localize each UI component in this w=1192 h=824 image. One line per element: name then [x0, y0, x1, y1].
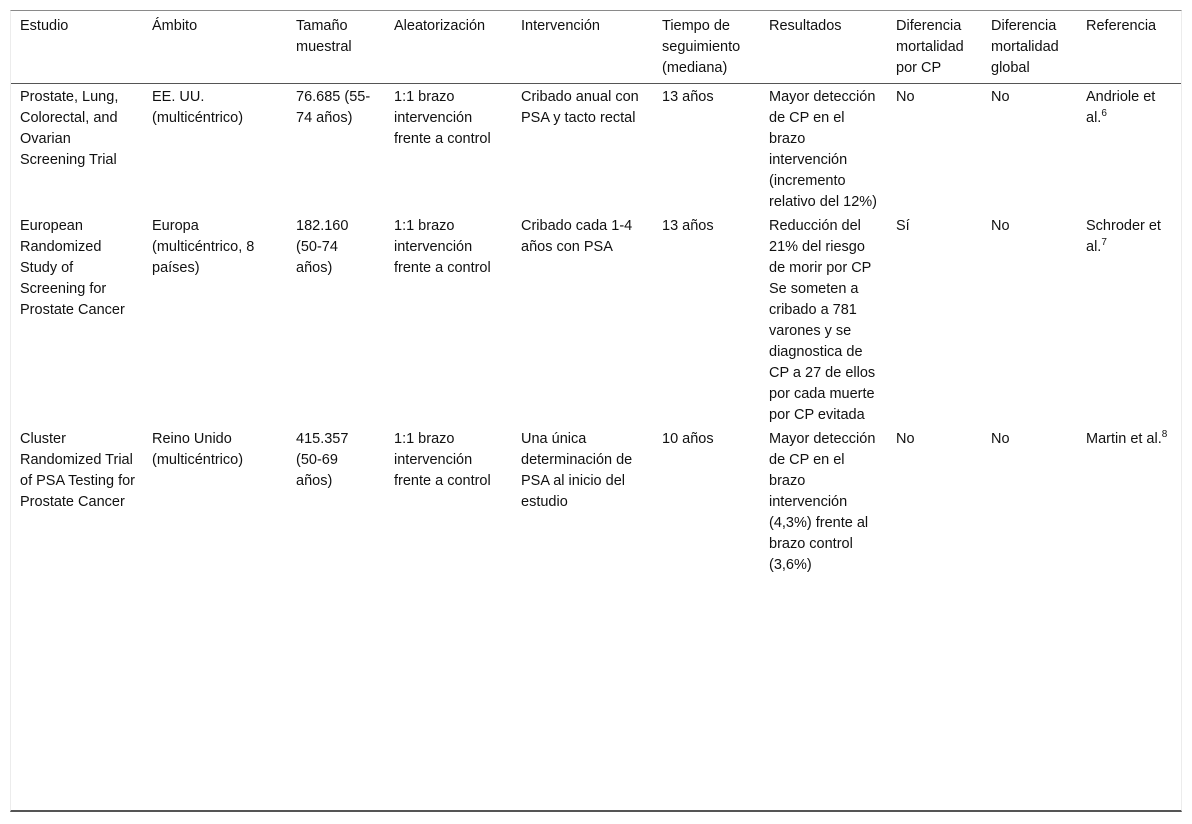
cell-resultados	[760, 426, 887, 576]
header-intervencion: Intervención	[512, 11, 653, 84]
cell-diferencia-cp: No	[896, 89, 915, 105]
cell-ambito: Europa (multicéntrico, 8 países)	[152, 218, 255, 276]
cell-seguimiento: 13 años	[662, 89, 714, 105]
reference-number[interactable]: 7	[1101, 237, 1107, 248]
cell-seguimiento: 10 años	[662, 431, 714, 447]
cell-tamano: 415.357 (50-69 años)	[296, 431, 349, 489]
cell-aleatorizacion: 1:1 brazo intervención frente a control	[394, 431, 491, 489]
reference-text: Schroder et al.	[1086, 218, 1161, 255]
table-row	[11, 84, 1181, 214]
cell-resultados	[760, 84, 887, 214]
header-aleatorizacion: Aleatorización	[385, 11, 512, 84]
resultados-line: Reducción del 21% del riesgo de morir por CP	[769, 218, 872, 276]
cell-estudio: European Randomized Study of Screening for Prostate Cancer	[20, 218, 125, 318]
header-tamano-muestral: Tamaño muestral	[287, 11, 385, 84]
cell-ambito: EE. UU. (multicéntrico)	[152, 89, 244, 126]
cell-aleatorizacion: 1:1 brazo intervención frente a control	[394, 89, 491, 147]
header-referencia: Referencia	[1077, 11, 1181, 84]
cell-resultados	[760, 213, 887, 426]
cell-referencia	[1077, 84, 1181, 214]
cell-intervencion: Cribado anual con PSA y tacto rectal	[521, 89, 639, 126]
reference-text: Martin et al.	[1086, 431, 1162, 447]
table-row	[11, 426, 1181, 576]
cell-aleatorizacion: 1:1 brazo intervención frente a control	[394, 218, 491, 276]
cell-ambito: Reino Unido (multicéntrico)	[152, 431, 244, 468]
cell-referencia	[1077, 213, 1181, 426]
cell-referencia	[1077, 426, 1181, 576]
cell-tamano: 76.685 (55-74 años)	[296, 89, 371, 126]
header-diferencia-mortalidad-global: Diferencia mortalidad global	[982, 11, 1077, 84]
reference-text: Andriole et al.	[1086, 89, 1156, 126]
cell-tamano: 182.160 (50-74 años)	[296, 218, 349, 276]
header-tiempo-seguimiento: Tiempo de seguimiento (mediana)	[653, 11, 760, 84]
header-estudio: Estudio	[11, 11, 143, 84]
screening-trials-table	[11, 11, 1181, 576]
cell-intervencion: Una única determinación de PSA al inicio del estudio	[521, 431, 633, 510]
table-header-row	[11, 11, 1181, 84]
header-ambito: Ámbito	[143, 11, 287, 84]
cell-diferencia-global: No	[991, 218, 1010, 234]
resultados-line: Mayor detección de CP en el brazo intervención (4,3%) frente al brazo control (3,6%)	[769, 431, 876, 573]
cell-diferencia-cp: No	[896, 431, 915, 447]
reference-number[interactable]: 6	[1101, 108, 1107, 119]
cell-estudio: Cluster Randomized Trial of PSA Testing for Prostate Cancer	[20, 431, 135, 510]
header-diferencia-mortalidad-cp: Diferencia mortalidad por CP	[887, 11, 982, 84]
cell-estudio: Prostate, Lung, Colorectal, and Ovarian Screening Trial	[20, 89, 119, 168]
resultados-line: Se someten a cribado a 781 varones y se diagnostica de CP a 27 de ellos por cada muerte por CP evitada	[769, 281, 876, 423]
header-resultados: Resultados	[760, 11, 887, 84]
cell-diferencia-global: No	[991, 89, 1010, 105]
table-row	[11, 213, 1181, 426]
resultados-line: Mayor detección de CP en el brazo intervención (incremento relativo del 12%)	[769, 89, 877, 210]
cell-diferencia-global: No	[991, 431, 1010, 447]
reference-number[interactable]: 8	[1161, 429, 1168, 440]
cell-intervencion: Cribado cada 1-4 años con PSA	[521, 218, 633, 255]
cell-seguimiento: 13 años	[662, 218, 714, 234]
cell-diferencia-cp: Sí	[896, 218, 910, 234]
